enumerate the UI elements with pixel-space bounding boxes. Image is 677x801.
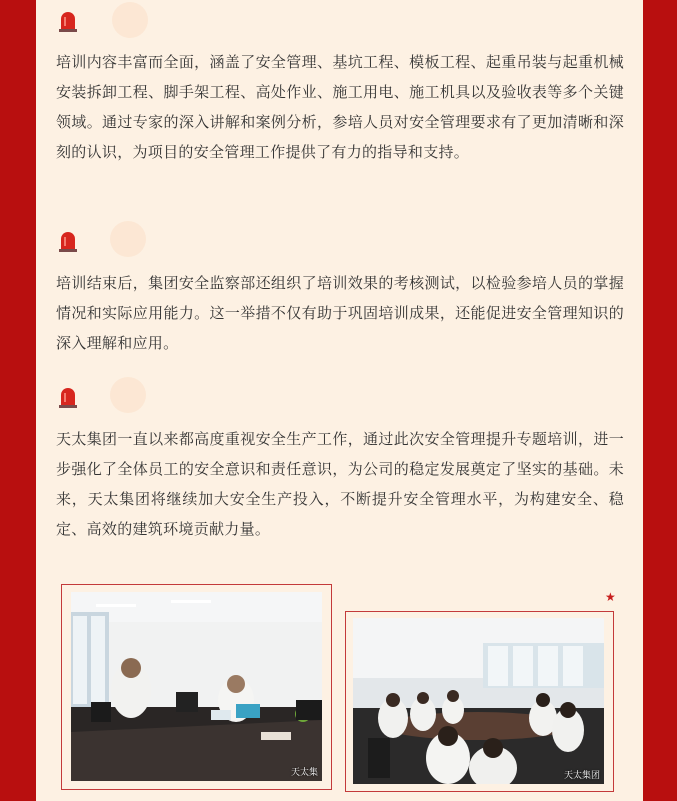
siren-icon <box>57 229 79 253</box>
paragraph-conclusion: 天太集团一直以来都高度重视安全生产工作，通过此次安全管理提升专题培训，进一步强化了全体员工的安全意识和责任意识，为公司的稳定发展奠定了坚实的基础。未来，天太集团将继续加大安全生产投入，不断提升安全管理水平，为构建安全、稳定、高效的建筑环境贡献力量。 <box>56 430 624 538</box>
siren-icon <box>57 385 79 409</box>
siren-icon <box>57 9 79 33</box>
photo-watermark: 天太集团 <box>563 771 600 781</box>
photo-watermark: 天太集 <box>290 768 318 778</box>
paragraph-training-content: 培训内容丰富而全面，涵盖了安全管理、基坑工程、模板工程、起重吊装与起重机械安装拆卸工程、脚手架工程、高处作业、施工用电、施工机具以及验收表等多个关键领域。通过专家的深入讲解和案例分析，参培人员对安全管理要求有了更加清晰和深刻的认识，为项目的安全管理工作提供了有力的指导和支持。 <box>56 53 624 161</box>
decorative-circle <box>112 2 148 38</box>
star-icon: ★ <box>605 590 616 604</box>
training-photo-left <box>71 592 322 781</box>
training-photo-right <box>353 618 604 784</box>
decorative-circle <box>110 377 146 413</box>
decorative-circle <box>110 221 146 257</box>
paragraph-assessment: 培训结束后，集团安全监察部还组织了培训效果的考核测试，以检验参培人员的掌握情况和实际应用能力。这一举措不仅有助于巩固培训成果，还能促进安全管理知识的深入理解和应用。 <box>56 274 624 352</box>
